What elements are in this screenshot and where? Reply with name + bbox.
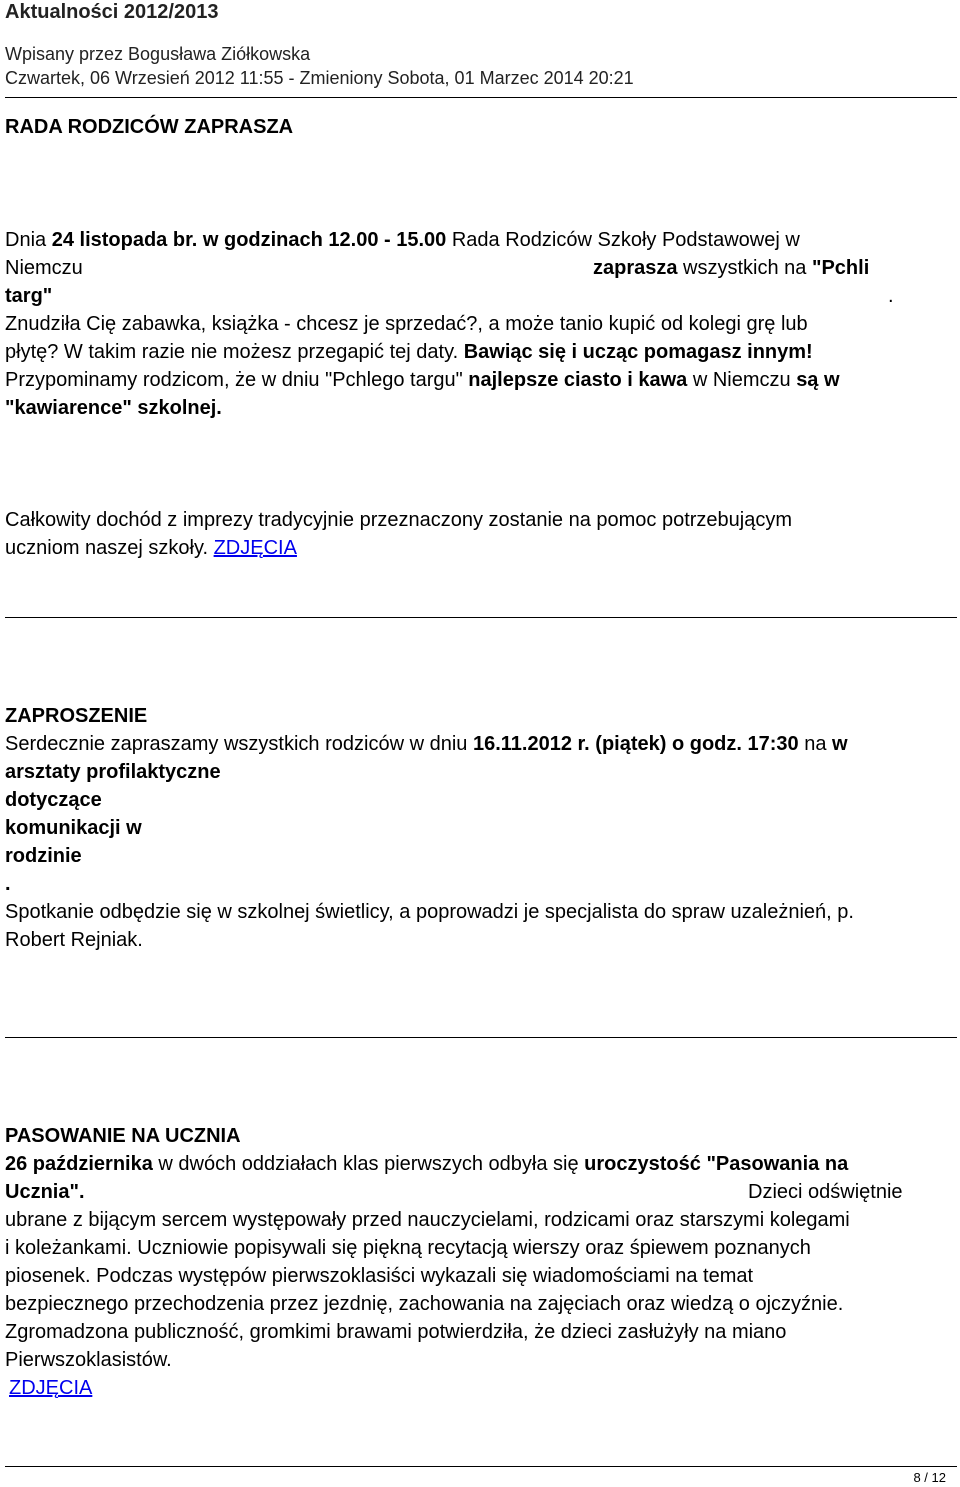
paragraph-line bbox=[5, 730, 848, 758]
paragraph-line: Spotkanie odbędzie się w szkolnej świetlicy, a poprowadzi je specjalista do spraw uzależnień, p. bbox=[5, 901, 854, 923]
paragraph-line: . bbox=[5, 873, 11, 895]
article-heading: PASOWANIE NA UCZNIA bbox=[5, 1125, 241, 1147]
paragraph-line bbox=[5, 338, 813, 366]
text-span: uroczystość "Pasowania na bbox=[584, 1153, 849, 1175]
text-span: na bbox=[798, 733, 833, 755]
article-heading: RADA RODZICÓW ZAPRASZA bbox=[5, 116, 294, 138]
paragraph-line: i koleżankami. Uczniowie popisywali się piękną recytacją wierszy oraz śpiewem poznanych bbox=[5, 1237, 811, 1259]
paragraph-line bbox=[5, 254, 905, 282]
text-span: w dwóch oddziałach klas pierwszych odbyła się bbox=[152, 1153, 585, 1175]
text-span: wszystkich na bbox=[677, 257, 812, 279]
paragraph-line bbox=[9, 1374, 92, 1402]
paragraph-line: piosenek. Podczas występów pierwszoklasiści wykazali się wiadomościami na temat bbox=[5, 1265, 754, 1287]
text-span: płytę? W takim razie nie możesz przegapić tej daty. bbox=[5, 341, 464, 363]
photos-link[interactable]: ZDJĘCIA bbox=[9, 1377, 93, 1399]
paragraph-line bbox=[5, 1178, 925, 1206]
paragraph-line: Całkowity dochód z imprezy tradycyjnie przeznaczony zostanie na pomoc potrzebującym bbox=[5, 509, 793, 531]
date-emphasis: 26 października bbox=[5, 1153, 153, 1175]
paragraph-line bbox=[5, 282, 905, 310]
paragraph-line: "kawiarence" szkolnej. bbox=[5, 397, 222, 419]
paragraph-line: Robert Rejniak. bbox=[5, 929, 143, 951]
paragraph-line: bezpiecznego przechodzenia przez jezdnię, zachowania na zajęciach oraz wiedzą o ojczyźnie. bbox=[5, 1293, 844, 1315]
text-span: najlepsze ciasto i kawa bbox=[468, 369, 688, 391]
paragraph-line: ubrane z bijącym sercem występowały przed nauczycielami, rodzicami oraz starszymi kolegami bbox=[5, 1209, 850, 1231]
text-span: Ucznia". bbox=[5, 1181, 85, 1203]
paragraph-line: Pierwszoklasistów. bbox=[5, 1349, 172, 1371]
paragraph-line bbox=[5, 534, 297, 562]
text-span: Dzieci odświętnie bbox=[748, 1181, 903, 1203]
text-span: Niemczu bbox=[5, 257, 83, 279]
paragraph-line: arsztaty profilaktyczne bbox=[5, 761, 221, 783]
text-span: targ" bbox=[5, 285, 53, 307]
date-emphasis: 16.11.2012 r. (piątek) o godz. 17:30 bbox=[472, 733, 799, 755]
text-span: są w bbox=[796, 369, 840, 391]
text-span: . bbox=[888, 285, 894, 307]
text-span: w bbox=[832, 733, 848, 755]
text-span: Przypominamy rodzicom, że w dniu "Pchlego targu" bbox=[5, 369, 469, 391]
text-span: zaprasza bbox=[593, 257, 678, 279]
date-line: Czwartek, 06 Wrzesień 2012 11:55 - Zmieniony Sobota, 01 Marzec 2014 20:21 bbox=[5, 68, 634, 88]
paragraph-line: dotyczące bbox=[5, 789, 102, 811]
footer-divider bbox=[5, 1466, 957, 1467]
text-span: Rada Rodziców Szkoły Podstawowej w bbox=[446, 229, 800, 251]
paragraph-line bbox=[5, 226, 800, 254]
page-number: 8 / 12 bbox=[913, 1470, 946, 1485]
paragraph-line: Znudziła Cię zabawka, książka - chcesz je sprzedać?, a może tanio kupić od kolegi grę lub bbox=[5, 313, 808, 335]
article-divider bbox=[5, 617, 957, 618]
text-span: uczniom naszej szkoły. bbox=[5, 537, 214, 559]
text-span: Bawiąc się i ucząc pomagasz innym! bbox=[463, 341, 813, 363]
paragraph-line bbox=[5, 1150, 848, 1178]
text-span: w Niemczu bbox=[687, 369, 797, 391]
article-heading: ZAPROSZENIE bbox=[5, 705, 148, 727]
paragraph-line: Zgromadzona publiczność, gromkimi brawami potwierdziła, że dzieci zasłużyły na miano bbox=[5, 1321, 787, 1343]
photos-link[interactable]: ZDJĘCIA bbox=[213, 537, 297, 559]
paragraph-line bbox=[5, 366, 840, 394]
header-divider bbox=[5, 97, 957, 98]
text-span: Serdecznie zapraszamy wszystkich rodziców w dniu bbox=[5, 733, 473, 755]
article-divider bbox=[5, 1037, 957, 1038]
text-group bbox=[593, 254, 869, 282]
paragraph-line: komunikacji w bbox=[5, 817, 142, 839]
date-emphasis: 24 listopada br. w godzinach 12.00 - 15.00 bbox=[51, 229, 447, 251]
text-span: "Pchli bbox=[811, 257, 870, 279]
paragraph-line: rodzinie bbox=[5, 845, 82, 867]
text-span: Dnia bbox=[5, 229, 52, 251]
author-line: Wpisany przez Bogusława Ziółkowska bbox=[5, 44, 311, 64]
site-title: Aktualności 2012/2013 bbox=[5, 1, 219, 23]
